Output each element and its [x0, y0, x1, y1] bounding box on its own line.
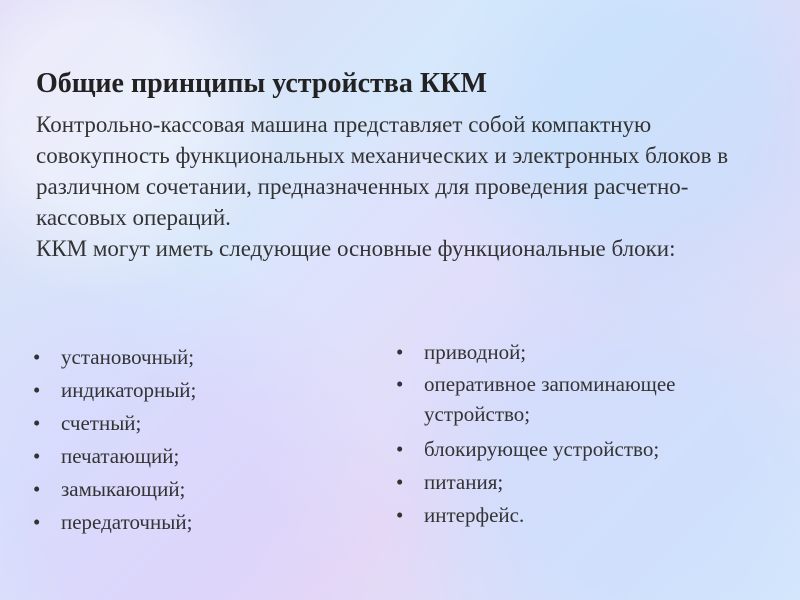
list-item: • блокирующее устройство;: [396, 433, 756, 466]
list-item: • приводной;: [396, 336, 756, 369]
intro-paragraph: ККМ могут иметь следующие основные функциональные блоки:: [36, 236, 676, 261]
list-item: • передаточный;: [33, 506, 333, 539]
list-item: • оперативное запоминающее устройство;: [396, 369, 756, 433]
slide-content: [36, 67, 766, 264]
list-item: • печатающий;: [33, 440, 333, 473]
list-item: • замыкающий;: [33, 473, 333, 506]
left-bullet-list: [33, 341, 333, 539]
intro-text: [36, 109, 766, 264]
list-item: • индикаторный;: [33, 374, 333, 407]
intro-paragraph: Контрольно-кассовая машина представляет собой компактную совокупность функциональных механических и электронных блоков в различном сочетании, предназначенных для проведения расчетно-кассовых операций.: [36, 112, 729, 230]
list-item: • питания;: [396, 466, 756, 499]
right-bullet-list: [396, 336, 756, 532]
list-item: • счетный;: [33, 407, 333, 440]
slide-title: Общие принципы устройства ККМ: [36, 68, 487, 99]
list-item: • установочный;: [33, 341, 333, 374]
list-item: • интерфейс.: [396, 499, 756, 532]
